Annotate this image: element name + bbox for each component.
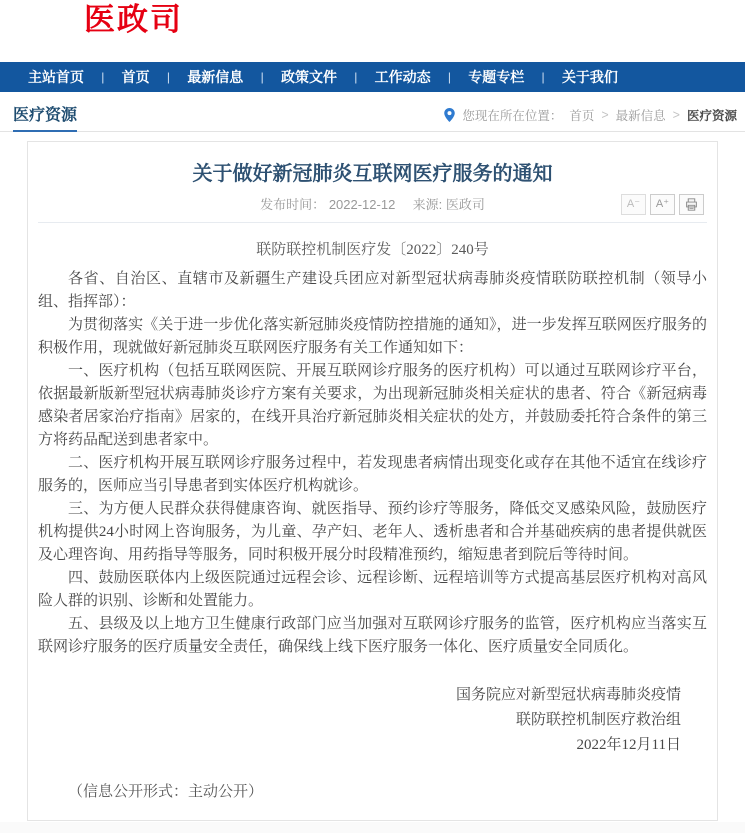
nav-separator: |: [101, 70, 105, 84]
article-title: 关于做好新冠肺炎互联网医疗服务的通知: [192, 163, 553, 185]
disclosure-note: （信息公开形式：主动公开）: [68, 784, 264, 800]
paragraph: 三、为方便人民群众获得健康咨询、就医指导、预约诊疗等服务，降低交叉感染风险，鼓励医疗机构提供24小时网上咨询服务，为儿童、孕产妇、老年人、透析患者和合并基础疾病的患者提供就医及心理咨询、用药指导等服务，同时积极开展分时段精准预约，缩短患者到院后等待时间。: [38, 501, 707, 563]
publish-time-label: 发布时间：: [260, 197, 326, 212]
nav-separator: |: [447, 70, 452, 84]
breadcrumb-separator: >: [672, 108, 680, 122]
font-smaller-button[interactable]: A⁻: [621, 194, 646, 215]
signature-block: [38, 683, 707, 758]
signature-org-line1: 国务院应对新型冠状病毒肺炎疫情: [455, 687, 681, 703]
article-toolbar: [621, 194, 704, 215]
site-logo[interactable]: 医政司: [84, 2, 183, 37]
meta-divider: [38, 222, 707, 223]
print-button[interactable]: [679, 194, 704, 215]
printer-icon: [685, 198, 698, 210]
breadcrumb-item-home[interactable]: 首页: [569, 109, 595, 123]
main-nav: [0, 62, 745, 92]
breadcrumb-item-latest-info[interactable]: 最新信息: [615, 109, 666, 123]
source-label: 来源:: [412, 197, 443, 212]
site-header: [0, 0, 745, 62]
breadcrumb: [444, 106, 737, 131]
section-title: 医疗资源: [13, 102, 77, 132]
article-box: [27, 141, 718, 821]
nav-item-latest-info[interactable]: 最新信息: [187, 69, 244, 85]
nav-separator: |: [166, 70, 171, 84]
paragraph: 为贯彻落实《关于进一步优化落实新冠肺炎疫情防控措施的通知》，进一步发挥互联网医疗服务的积极作用，现就做好新冠肺炎互联网医疗服务有关工作通知如下：: [38, 317, 707, 356]
paragraph: 四、鼓励医联体内上级医院通过远程会诊、远程诊断、远程培训等方式提高基层医疗机构对高风险人群的识别、诊断和处置能力。: [38, 570, 707, 609]
nav-item-work-news[interactable]: 工作动态: [374, 69, 431, 85]
font-larger-button[interactable]: A⁺: [650, 194, 675, 215]
publish-time-value: 2022-12-12: [328, 197, 396, 212]
breadcrumb-item-current: 医疗资源: [686, 109, 737, 123]
nav-item-about-us[interactable]: 关于我们: [561, 69, 618, 85]
nav-item-policy-documents[interactable]: 政策文件: [280, 69, 337, 85]
nav-separator: |: [541, 70, 545, 84]
paragraph: 各省、自治区、直辖市及新疆生产建设兵团应对新型冠状病毒肺炎疫情联防联控机制（领导小组、指挥部）：: [38, 271, 707, 310]
paragraph: 五、县级及以上地方卫生健康行政部门应当加强对互联网诊疗服务的监管，医疗机构应当落实互联网诊疗服务的医疗质量安全责任，确保线上线下医疗服务一体化、医疗质量安全同质化。: [38, 616, 707, 655]
location-pin-icon: [444, 108, 455, 122]
paragraph: 一、医疗机构（包括互联网医院、开展互联网诊疗服务的医疗机构）可以通过互联网诊疗平台，依据最新版新型冠状病毒肺炎诊疗方案有关要求，为出现新冠肺炎相关症状的患者、符合《新冠病毒感染者居家治疗指南》居家的，在线开具治疗新冠肺炎相关症状的处方，并鼓励委托符合条件的第三方将药品配送到患者家中。: [38, 363, 707, 448]
nav-separator: |: [354, 70, 358, 84]
document-number: 联防联控机制医疗发〔2022〕240号: [256, 242, 489, 258]
nav-item-home[interactable]: 首页: [121, 69, 150, 85]
nav-items: [0, 67, 618, 87]
paragraph: 二、医疗机构开展互联网诊疗服务过程中，若发现患者病情出现变化或存在其他不适宜在线诊疗服务的，医师应当引导患者到实体医疗机构就诊。: [38, 455, 707, 494]
source-value: 医政司: [445, 197, 485, 212]
nav-separator: |: [260, 70, 264, 84]
article-meta: [38, 193, 707, 217]
nav-item-main-home[interactable]: 主站首页: [28, 69, 84, 85]
breadcrumb-separator: >: [601, 108, 609, 122]
article-body: [38, 268, 707, 659]
breadcrumb-label: 您现在所在位置：: [462, 109, 563, 123]
signature-org-line2: 联防联控机制医疗救治组: [515, 712, 681, 728]
breadcrumb-row: [0, 104, 745, 132]
signature-date: 2022年12月11日: [576, 737, 681, 753]
nav-item-special-topics[interactable]: 专题专栏: [468, 69, 525, 85]
bottom-strip: [0, 822, 745, 833]
